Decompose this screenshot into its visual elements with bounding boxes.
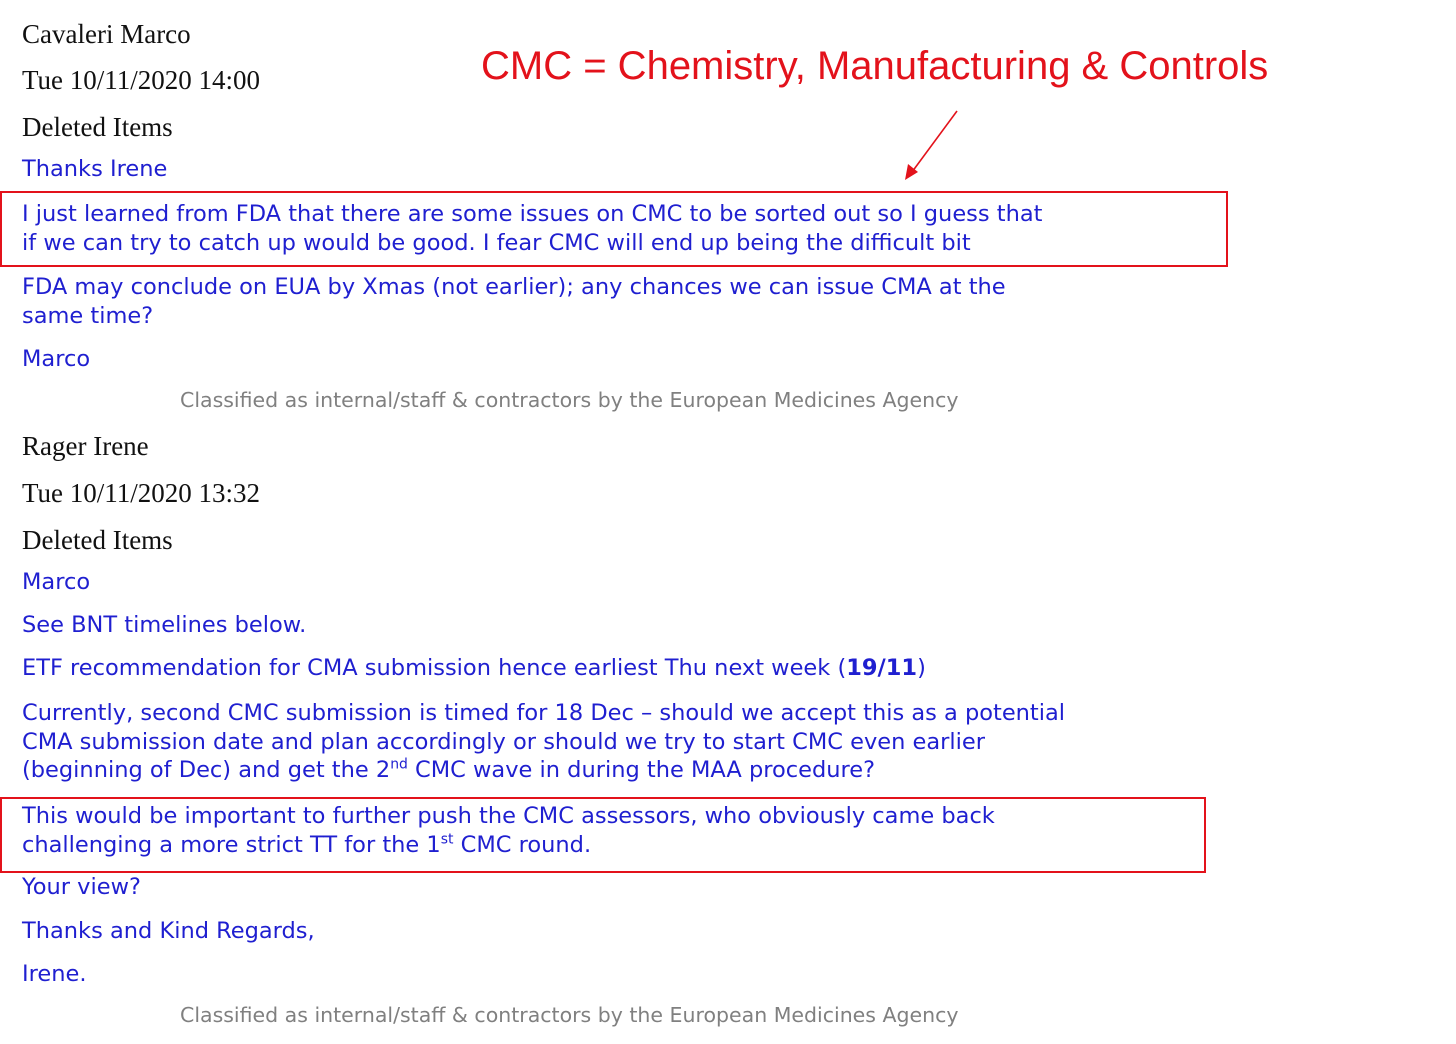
email2-p4-line2 (22, 831, 995, 860)
email2-date: Tue 10/11/2020 13:32 (22, 478, 261, 508)
email2-p3-line3-pre: (beginning of Dec) and get the 2 (22, 757, 391, 783)
email2-p4-line1: This would be important to further push the CMC assessors, who obviously came back (22, 803, 995, 829)
email1-date: Tue 10/11/2020 14:00 (22, 65, 261, 95)
email2-paragraph-7: Irene. (22, 961, 87, 987)
email1-classification: Classified as internal/staff & contractors by the European Medicines Agency (180, 388, 959, 412)
email2-p2-date-bold: 19/11 (846, 655, 918, 681)
email2-paragraph-5: Your view? (22, 874, 141, 900)
annotation-arrow (890, 100, 970, 195)
email1-p2-line2: same time? (22, 302, 154, 329)
email2-greeting: Marco (22, 569, 91, 595)
email2-p3-line1: Currently, second CMC submission is timed for 18 Dec – should we accept this as a potential (22, 700, 1066, 726)
email1-signoff: Marco (22, 346, 91, 372)
email2-classification: Classified as internal/staff & contractors by the European Medicines Agency (180, 1003, 959, 1027)
email1-p1-line2: if we can try to catch up would be good. I fear CMC will end up being the difficult bit (22, 229, 971, 256)
email2-p4-line2-sup: st (440, 831, 454, 847)
email1-p2-line1: FDA may conclude on EUA by Xmas (not earlier); any chances we can issue CMA at the (22, 274, 1006, 300)
email2-paragraph-4 (22, 802, 995, 859)
email2-p3-line3-post: CMC wave in during the MAA procedure? (407, 757, 876, 783)
email2-paragraph-2 (22, 654, 926, 683)
email2-p2-post: ) (917, 655, 926, 681)
email1-folder: Deleted Items (22, 112, 173, 142)
email2-p4-line2-pre: challenging a more strict TT for the 1 (22, 831, 441, 858)
email1-paragraph-1 (22, 200, 1042, 257)
email1-sender: Cavaleri Marco (22, 19, 191, 49)
email2-p3-line3 (22, 756, 1065, 785)
email2-paragraph-3 (22, 699, 1065, 785)
email2-p3-line3-sup: nd (390, 756, 408, 773)
annotation-title: CMC = Chemistry, Manufacturing & Controls (481, 44, 1269, 88)
email1-p1-line1: I just learned from FDA that there are some issues on CMC to be sorted out so I guess that (22, 201, 1043, 227)
email2-p2-pre: ETF recommendation for CMA submission hence earliest Thu next week ( (22, 655, 847, 681)
email2-p4-line2-post: CMC round. (453, 831, 592, 858)
email1-greeting: Thanks Irene (22, 156, 168, 182)
email2-paragraph-6: Thanks and Kind Regards, (22, 918, 315, 944)
email2-p3-line2: CMA submission date and plan accordingly or should we try to start CMC even earlier (22, 728, 985, 755)
email1-paragraph-2 (22, 273, 1006, 330)
email2-sender: Rager Irene (22, 431, 149, 461)
email2-paragraph-1: See BNT timelines below. (22, 612, 307, 638)
email2-folder: Deleted Items (22, 525, 173, 555)
